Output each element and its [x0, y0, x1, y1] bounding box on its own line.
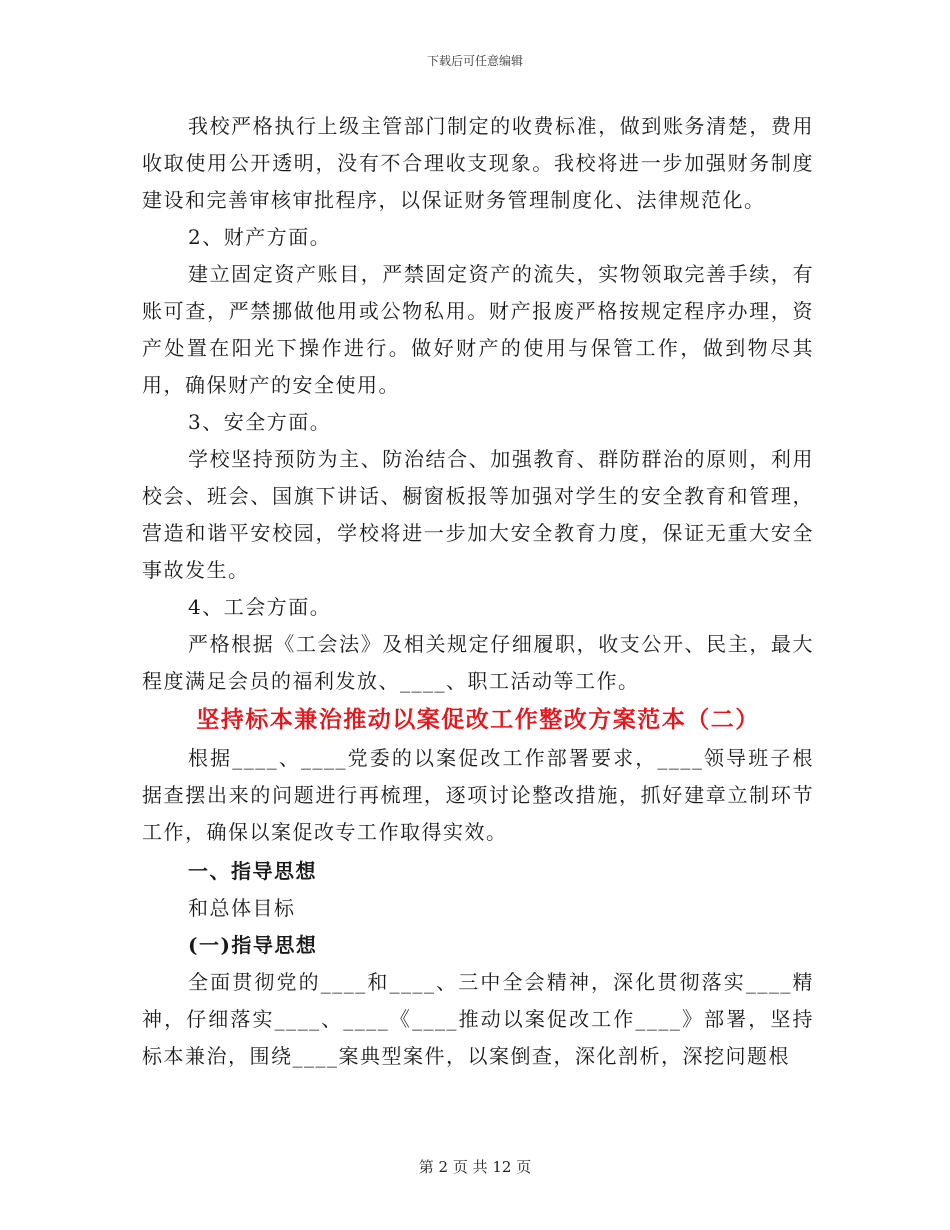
paragraph-property: 建立固定资产账目，严禁固定资产的流失，实物领取完善手续，有账可查，严禁挪做他用或公物私用。财产报废严格按规定程序办理，资产处置在阳光下操作进行。做好财产的使用与保管工作，做到物尽其用，确保财产的安全使用。 — [142, 262, 814, 397]
page-number: 第 2 页 共 12 页 — [418, 1158, 532, 1176]
paragraph-safety: 学校坚持预防为主、防治结合、加强教育、群防群治的原则，利用校会、班会、国旗下讲话、橱窗板报等加强对学生的安全教育和管理，营造和谐平安校园，学校将进一步加大安全教育力度，保证无重大安全事故发生。 — [142, 447, 814, 582]
paragraph-finance: 我校严格执行上级主管部门制定的收费标准，做到账务清楚，费用收取使用公开透明，没有不合理收支现象。我校将进一步加强财务制度建设和完善审核审批程序，以保证财务管理制度化、法律规范化。 — [142, 114, 814, 212]
document-body — [142, 108, 814, 1075]
section-title: 坚持标本兼治推动以案促改工作整改方案范本（二） — [196, 706, 760, 733]
heading-property: 2、财产方面。 — [188, 225, 332, 249]
heading-overall-goal: 和总体目标 — [188, 896, 296, 920]
paragraph-intro: 根据____、____党委的以案促改工作部署要求，____领导班子根据查摆出来的问题进行再梳理，逐项讨论整改措施，抓好建章立制环节工作，确保以案促改专工作取得实效。 — [142, 746, 814, 844]
heading-safety: 3、安全方面。 — [188, 410, 332, 434]
heading-union: 4、工会方面。 — [188, 595, 332, 619]
paragraph-guiding-thought: 全面贯彻党的____和____、三中全会精神，深化贯彻落实____精神，仔细落实____、____《____推动以案促改工作____》部署，坚持标本兼治，围绕____案典型案件，以案倒查，深化剖析，深挖问题根 — [142, 970, 814, 1068]
paragraph-union: 严格根据《工会法》及相关规定仔细履职，收支公开、民主，最大程度满足会员的福利发放、____、职工活动等工作。 — [142, 632, 814, 693]
heading-guiding-thought: 一、指导思想 — [188, 859, 317, 883]
header-note: 下载后可任意编辑 — [426, 54, 523, 68]
subheading-guiding-thought: (一)指导思想 — [188, 933, 318, 957]
